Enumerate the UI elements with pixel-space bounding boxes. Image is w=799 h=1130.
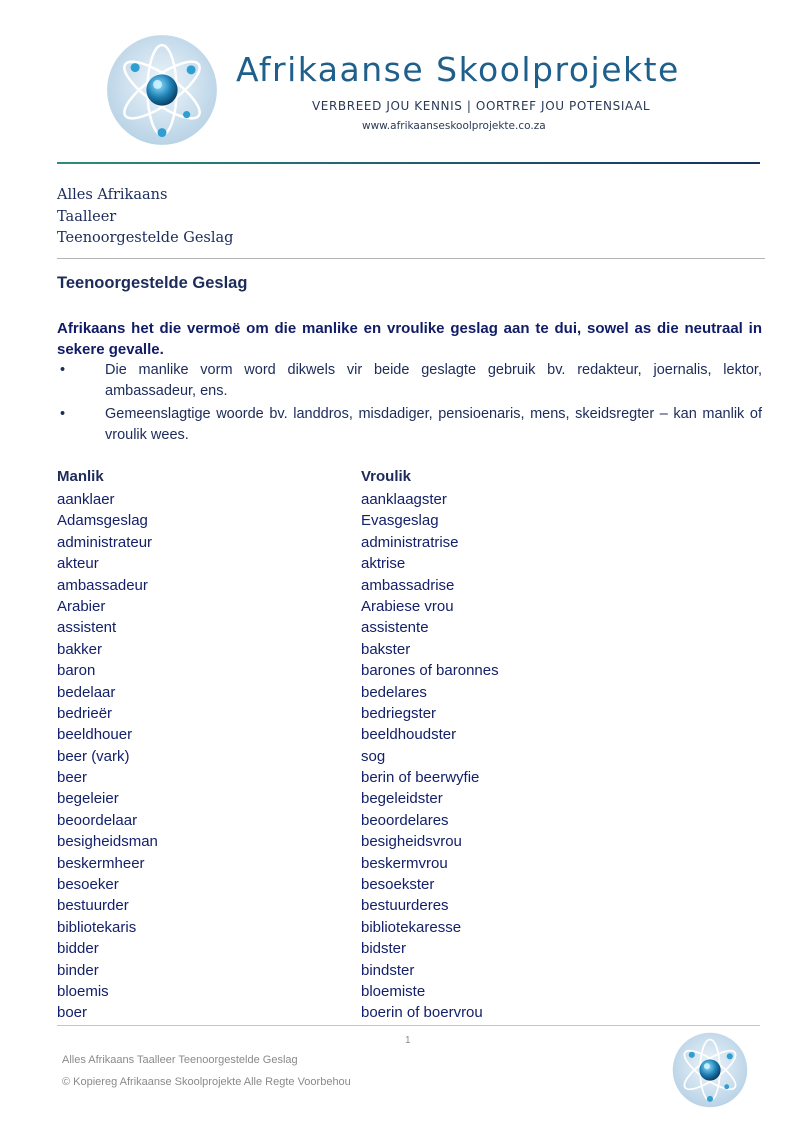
table-cell-manlik: akteur <box>57 555 99 573</box>
table-cell-manlik: boer <box>57 1004 88 1022</box>
footer-breadcrumb: Alles Afrikaans Taalleer Teenoorgestelde Geslag <box>62 1054 298 1066</box>
column-header-vroulik: Vroulik <box>361 468 412 485</box>
breadcrumb <box>57 185 233 250</box>
table-cell-manlik: Adamsgeslag <box>57 512 148 530</box>
bullet-text: Die manlike vorm word dikwels vir beide geslagte gebruik bv. redakteur, joernalis, lektor, ambassadeur, ens. <box>105 362 762 399</box>
breadcrumb-divider <box>57 258 765 259</box>
page-number: 1 <box>405 1035 411 1046</box>
table-cell-vroulik: bedelares <box>361 683 427 701</box>
table-cell-manlik: bedrieër <box>57 704 113 722</box>
table-cell-vroulik: besigheidsvrou <box>361 833 462 851</box>
table-cell-vroulik: bidster <box>361 940 407 958</box>
table-cell-vroulik: begeleidster <box>361 790 443 808</box>
table-cell-manlik: bedelaar <box>57 683 116 701</box>
table-cell-manlik: Arabier <box>57 597 106 615</box>
list-item <box>57 360 762 402</box>
table-cell-manlik: beer (vark) <box>57 747 130 765</box>
table-cell-manlik: assistent <box>57 619 117 637</box>
table-cell-vroulik: aktrise <box>361 555 406 573</box>
breadcrumb-item-taalleer[interactable]: Taalleer <box>57 208 117 225</box>
table-cell-vroulik: bibliotekaresse <box>361 918 462 936</box>
table-cell-vroulik: assistente <box>361 619 429 637</box>
table-cell-vroulik: bedriegster <box>361 704 437 722</box>
bullet-list <box>57 360 762 448</box>
atom-icon <box>106 34 218 146</box>
footer-copyright: © Kopiereg Afrikaanse Skoolprojekte Alle Regte Voorbehou <box>62 1076 351 1088</box>
intro-text: Afrikaans het die vermoë om die manlike en vroulike geslag aan te dui, sowel as die neutraal in sekere gevalle. <box>57 320 762 358</box>
breadcrumb-item-teenoorgestelde-geslag[interactable]: Teenoorgestelde Geslag <box>57 230 234 246</box>
table-cell-manlik: beoordelaar <box>57 811 138 829</box>
table-cell-vroulik: sog <box>361 747 386 765</box>
table-cell-vroulik: Evasgeslag <box>361 512 439 530</box>
table-cell-vroulik: bloemiste <box>361 982 426 1000</box>
table-cell-vroulik: bestuurderes <box>361 897 449 915</box>
table-cell-manlik: beskermheer <box>57 854 145 872</box>
table-cell-vroulik: ambassadrise <box>361 576 455 594</box>
table-cell-manlik: baron <box>57 662 96 680</box>
table-cell-manlik: aanklaer <box>57 491 115 508</box>
header-divider <box>57 162 760 164</box>
table-cell-manlik: beer <box>57 769 88 787</box>
bullet-icon: • <box>60 406 66 422</box>
table-cell-manlik: besoeker <box>57 876 119 894</box>
table-cell-vroulik: bakster <box>361 640 411 658</box>
column-header-manlik: Manlik <box>57 468 104 485</box>
table-cell-manlik: bakker <box>57 640 103 658</box>
table-cell-manlik: bestuurder <box>57 897 129 915</box>
table-cell-manlik: begeleier <box>57 790 119 808</box>
table-cell-vroulik: boerin of boervrou <box>361 1004 483 1022</box>
table-cell-vroulik: aanklaagster <box>361 491 447 508</box>
table-cell-manlik: beeldhouer <box>57 726 133 744</box>
brand-title: Afrikaanse Skoolprojekte <box>236 50 680 89</box>
table-cell-vroulik: barones of baronnes <box>361 662 499 680</box>
table-cell-manlik: bloemis <box>57 982 109 1000</box>
table-cell-vroulik: beskermvrou <box>361 854 448 872</box>
page-title: Teenoorgestelde Geslag <box>57 274 248 292</box>
footer-divider <box>57 1025 760 1026</box>
table-cell-manlik: administrateur <box>57 533 153 551</box>
table-cell-vroulik: beoordelares <box>361 811 449 829</box>
table-cell-vroulik: beeldhoudster <box>361 726 457 744</box>
table-cell-vroulik: besoekster <box>361 876 435 894</box>
table-cell-vroulik: bindster <box>361 961 415 979</box>
table-cell-vroulik: Arabiese vrou <box>361 597 454 615</box>
brand-tagline: VERBREED JOU KENNIS | OORTREF JOU POTENSIAAL <box>312 99 651 113</box>
atom-icon <box>672 1032 748 1108</box>
bullet-icon: • <box>60 362 66 378</box>
column-vroulik <box>361 489 499 1024</box>
table-cell-vroulik: berin of beerwyfie <box>361 769 480 787</box>
bullet-text: Gemeenslagtige woorde bv. landdros, misdadiger, pensioenaris, mens, skeidsregter – kan manlik of vroulik wees. <box>105 406 762 443</box>
list-item <box>57 404 762 446</box>
table-cell-manlik: bibliotekaris <box>57 918 137 936</box>
table-cell-manlik: bidder <box>57 940 99 958</box>
table-cell-vroulik: administratrise <box>361 533 459 551</box>
breadcrumb-item-alles-afrikaans[interactable]: Alles Afrikaans <box>57 187 168 203</box>
table-cell-manlik: ambassadeur <box>57 576 148 594</box>
column-manlik <box>57 489 158 1024</box>
table-cell-manlik: binder <box>57 961 99 979</box>
brand-url[interactable]: www.afrikaanseskoolprojekte.co.za <box>362 120 546 132</box>
table-cell-manlik: besigheidsman <box>57 833 158 851</box>
